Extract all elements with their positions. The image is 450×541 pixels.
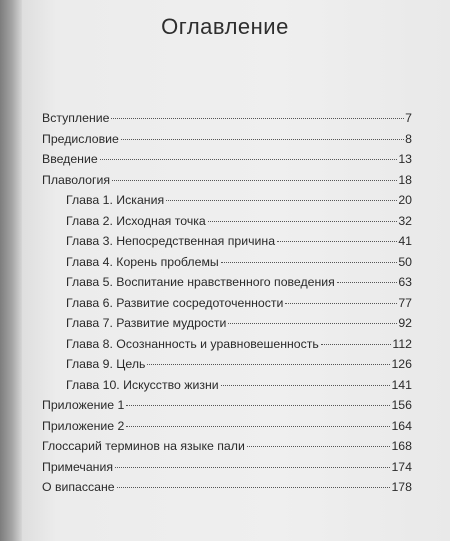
toc-entry-label: Глава 2. Исходная точка bbox=[66, 213, 206, 228]
toc-subentry bbox=[42, 190, 412, 211]
toc-entry-page: 7 bbox=[405, 111, 412, 125]
toc-entry-page: 156 bbox=[391, 398, 412, 412]
toc-entry-page: 141 bbox=[391, 377, 412, 392]
dot-leader bbox=[285, 303, 397, 304]
toc-entry bbox=[42, 436, 412, 457]
toc-entry-page: 126 bbox=[391, 357, 412, 371]
toc-entry-label: Глава 9. Цель bbox=[66, 357, 146, 371]
page-gutter bbox=[0, 0, 22, 541]
dot-leader bbox=[100, 159, 398, 160]
toc-entry-label: Глава 1. Искания bbox=[66, 193, 165, 207]
toc-entry-label: Глава 6. Развитие сосредоточенности bbox=[66, 295, 284, 310]
toc-entry-page: 168 bbox=[391, 439, 412, 453]
toc-subentry bbox=[42, 293, 412, 314]
toc-entry-page: 77 bbox=[398, 295, 412, 310]
toc-entry-label: Глава 7. Развитие мудрости bbox=[66, 316, 227, 330]
dot-leader bbox=[221, 385, 391, 386]
dot-leader bbox=[126, 405, 390, 406]
toc-entry-label: Введение bbox=[42, 152, 98, 166]
toc-subentry bbox=[42, 334, 412, 355]
toc-entry-page: 112 bbox=[392, 336, 412, 351]
dot-leader bbox=[112, 180, 397, 181]
toc-entry-label: Приложение 1 bbox=[42, 398, 125, 412]
toc-entry-label: Глоссарий терминов на языке пали bbox=[42, 439, 245, 453]
dot-leader bbox=[337, 282, 397, 283]
page-title: Оглавление bbox=[161, 14, 289, 39]
table-of-contents bbox=[42, 108, 412, 498]
toc-entry bbox=[42, 395, 412, 416]
toc-entry bbox=[42, 477, 412, 498]
dot-leader bbox=[147, 364, 390, 365]
toc-entry bbox=[42, 416, 412, 437]
toc-entry-label: Глава 5. Воспитание нравственного поведения bbox=[66, 275, 335, 289]
toc-entry-page: 13 bbox=[398, 152, 412, 166]
toc-entry-label: Плавология bbox=[42, 172, 110, 187]
toc-entry-label: Глава 10. Искусство жизни bbox=[66, 377, 219, 392]
dot-leader bbox=[111, 118, 404, 119]
toc-entry bbox=[42, 457, 412, 478]
toc-entry bbox=[42, 129, 412, 150]
toc-entry-page: 32 bbox=[398, 213, 412, 228]
toc-subentry bbox=[42, 231, 412, 252]
dot-leader bbox=[321, 344, 392, 345]
toc-subentry bbox=[42, 375, 412, 396]
toc-entry-page: 63 bbox=[398, 275, 412, 289]
toc-entry-page: 92 bbox=[398, 316, 412, 330]
dot-leader bbox=[221, 262, 398, 263]
toc-entry-label: Вступление bbox=[42, 111, 110, 125]
toc-entry-page: 164 bbox=[391, 418, 412, 433]
toc-entry-page: 174 bbox=[391, 459, 412, 474]
toc-entry-label: О випассане bbox=[42, 480, 115, 494]
dot-leader bbox=[115, 467, 390, 468]
toc-entry-label: Глава 4. Корень проблемы bbox=[66, 254, 219, 269]
toc-entry-page: 18 bbox=[398, 172, 412, 187]
toc-subentry bbox=[42, 272, 412, 293]
dot-leader bbox=[166, 200, 397, 201]
toc-entry-page: 50 bbox=[398, 254, 412, 269]
toc-entry-label: Глава 8. Осознанность и уравновешенность bbox=[66, 336, 319, 351]
toc-entry-page: 41 bbox=[398, 234, 412, 248]
dot-leader bbox=[247, 446, 391, 447]
toc-entry-label: Глава 3. Непосредственная причина bbox=[66, 234, 276, 248]
toc-subentry bbox=[42, 313, 412, 334]
toc-entry-page: 8 bbox=[405, 131, 412, 146]
toc-entry bbox=[42, 170, 412, 191]
toc-subentry bbox=[42, 211, 412, 232]
toc-entry-page: 178 bbox=[391, 480, 412, 494]
toc-entry-label: Примечания bbox=[42, 459, 113, 474]
dot-leader bbox=[228, 323, 397, 324]
toc-entry bbox=[42, 108, 412, 129]
toc-subentry bbox=[42, 252, 412, 273]
toc-subentry bbox=[42, 354, 412, 375]
dot-leader bbox=[126, 426, 390, 427]
dot-leader bbox=[117, 487, 391, 488]
dot-leader bbox=[277, 241, 397, 242]
toc-entry-label: Предисловие bbox=[42, 131, 119, 146]
dot-leader bbox=[121, 139, 404, 140]
toc-entry-label: Приложение 2 bbox=[42, 418, 125, 433]
dot-leader bbox=[208, 221, 398, 222]
toc-entry-page: 20 bbox=[398, 193, 412, 207]
toc-entry bbox=[42, 149, 412, 170]
